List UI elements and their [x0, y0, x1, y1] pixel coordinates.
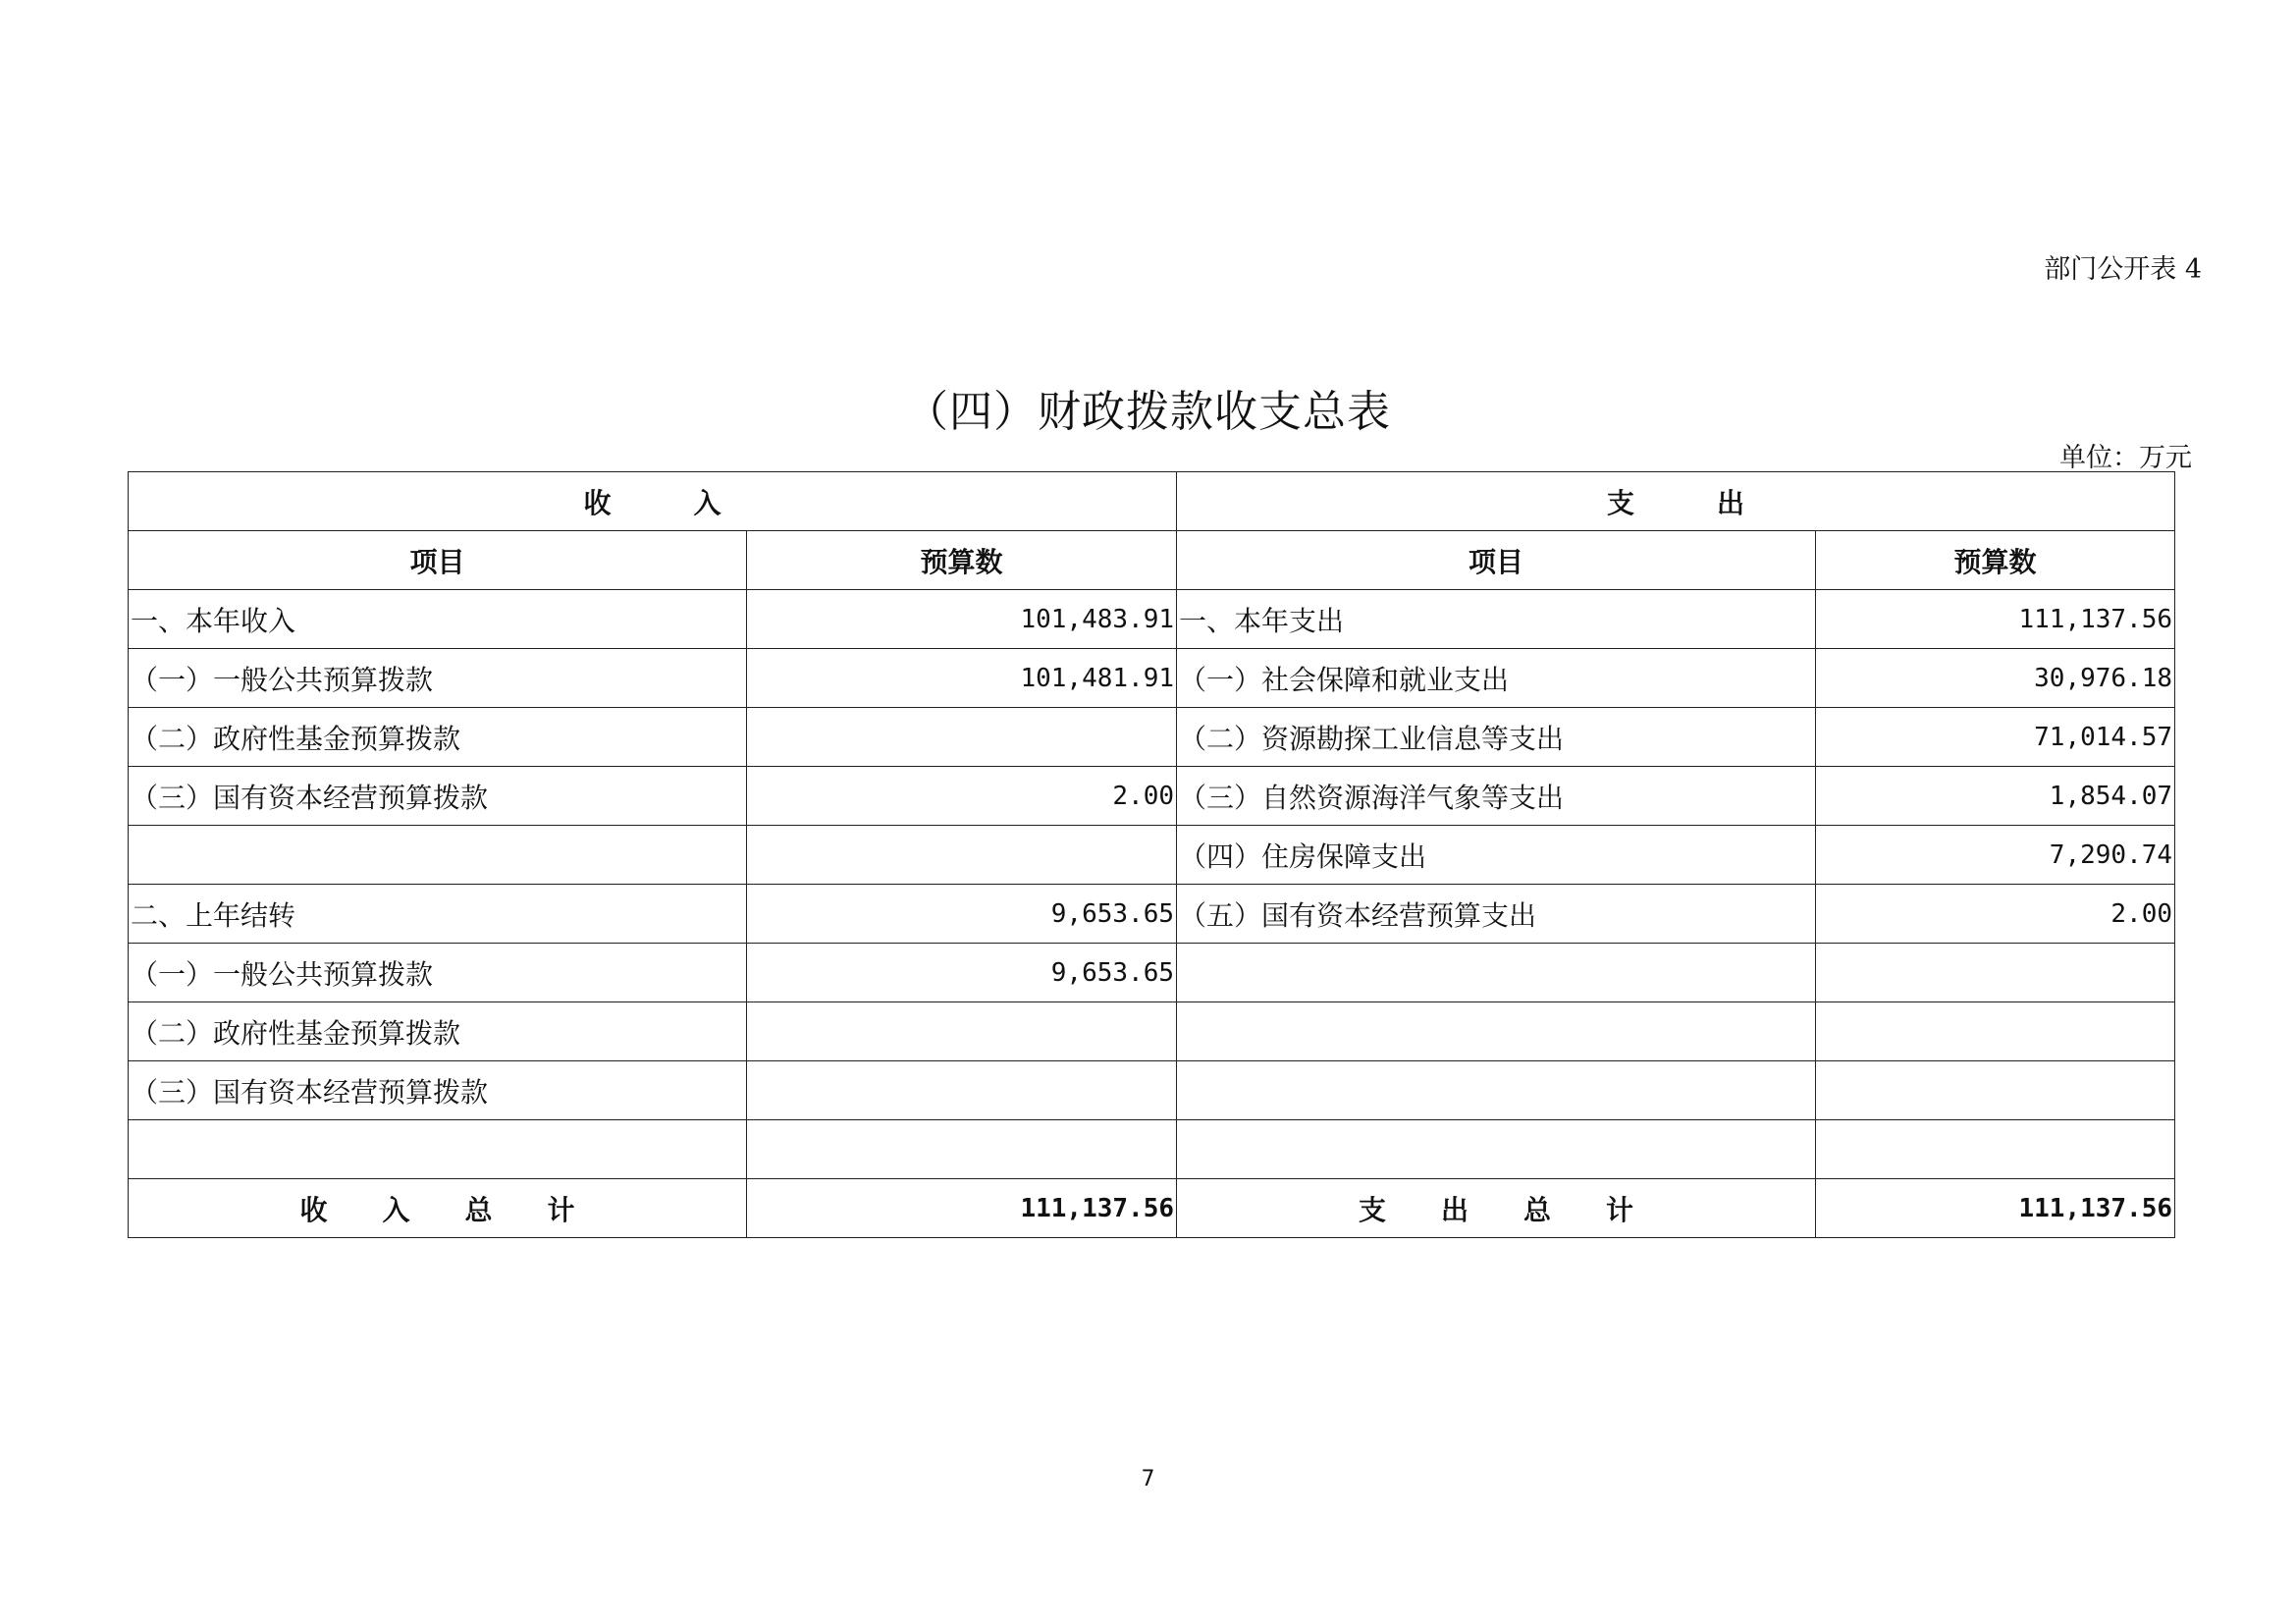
expense-item-cell — [1177, 1061, 1816, 1120]
income-item-cell — [129, 1120, 747, 1179]
income-amount-cell — [747, 1002, 1177, 1061]
income-item-cell: （二）政府性基金预算拨款 — [129, 708, 747, 767]
income-amount-cell — [747, 1120, 1177, 1179]
income-item-column-header: 项目 — [129, 531, 747, 590]
income-item-cell — [129, 826, 747, 885]
table-row — [129, 649, 2175, 708]
expense-item-cell — [1177, 1002, 1816, 1061]
income-item-cell: （一）一般公共预算拨款 — [129, 649, 747, 708]
table-row — [129, 767, 2175, 826]
table-row — [129, 1120, 2175, 1179]
unit-label: 单位：万元 — [2059, 443, 2192, 473]
expense-amount-cell: 71,014.57 — [1816, 708, 2175, 767]
income-amount-cell: 9,653.65 — [747, 944, 1177, 1002]
table-row — [129, 1002, 2175, 1061]
page-number: 7 — [1141, 1467, 1155, 1491]
income-amount-cell: 9,653.65 — [747, 885, 1177, 944]
table-row — [129, 885, 2175, 944]
expense-total-label: 支 出 总 计 — [1177, 1179, 1816, 1238]
expense-section-header: 支 出 — [1177, 472, 2175, 531]
expense-item-cell: （一）社会保障和就业支出 — [1177, 649, 1816, 708]
page-title: （四）财政拨款收支总表 — [905, 387, 1391, 437]
expense-item-cell: （五）国有资本经营预算支出 — [1177, 885, 1816, 944]
income-amount-cell — [747, 826, 1177, 885]
expense-amount-cell — [1816, 944, 2175, 1002]
income-amount-cell: 2.00 — [747, 767, 1177, 826]
expense-amount-cell — [1816, 1120, 2175, 1179]
expense-item-column-header: 项目 — [1177, 531, 1816, 590]
column-header-row — [129, 531, 2175, 590]
expense-item-cell: （四）住房保障支出 — [1177, 826, 1816, 885]
table-body — [129, 472, 2175, 1238]
income-item-cell: 一、本年收入 — [129, 590, 747, 649]
expense-amount-cell: 111,137.56 — [1816, 590, 2175, 649]
expense-amount-cell: 7,290.74 — [1816, 826, 2175, 885]
expense-amount-cell: 1,854.07 — [1816, 767, 2175, 826]
income-total-label: 收 入 总 计 — [129, 1179, 747, 1238]
income-section-header: 收 入 — [129, 472, 1177, 531]
expense-amount-cell: 2.00 — [1816, 885, 2175, 944]
section-header-row — [129, 472, 2175, 531]
expense-total-amount: 111,137.56 — [1816, 1179, 2175, 1238]
income-amount-cell — [747, 1061, 1177, 1120]
budget-table — [128, 471, 2175, 1238]
income-amount-column-header: 预算数 — [747, 531, 1177, 590]
expense-item-cell — [1177, 944, 1816, 1002]
expense-item-cell: （三）自然资源海洋气象等支出 — [1177, 767, 1816, 826]
table-row — [129, 590, 2175, 649]
expense-amount-cell — [1816, 1061, 2175, 1120]
expense-item-cell: （二）资源勘探工业信息等支出 — [1177, 708, 1816, 767]
expense-amount-cell: 30,976.18 — [1816, 649, 2175, 708]
table-row — [129, 1061, 2175, 1120]
table-row — [129, 826, 2175, 885]
income-item-cell: （一）一般公共预算拨款 — [129, 944, 747, 1002]
income-total-amount: 111,137.56 — [747, 1179, 1177, 1238]
income-item-cell: （二）政府性基金预算拨款 — [129, 1002, 747, 1061]
income-item-cell: （三）国有资本经营预算拨款 — [129, 1061, 747, 1120]
table-number-label: 部门公开表 4 — [2044, 254, 2202, 285]
table-row — [129, 944, 2175, 1002]
expense-amount-column-header: 预算数 — [1816, 531, 2175, 590]
table-row — [129, 708, 2175, 767]
total-row — [129, 1179, 2175, 1238]
income-amount-cell: 101,481.91 — [747, 649, 1177, 708]
income-item-cell: 二、上年结转 — [129, 885, 747, 944]
expense-item-cell — [1177, 1120, 1816, 1179]
expense-amount-cell — [1816, 1002, 2175, 1061]
income-item-cell: （三）国有资本经营预算拨款 — [129, 767, 747, 826]
expense-item-cell: 一、本年支出 — [1177, 590, 1816, 649]
income-amount-cell: 101,483.91 — [747, 590, 1177, 649]
income-amount-cell — [747, 708, 1177, 767]
